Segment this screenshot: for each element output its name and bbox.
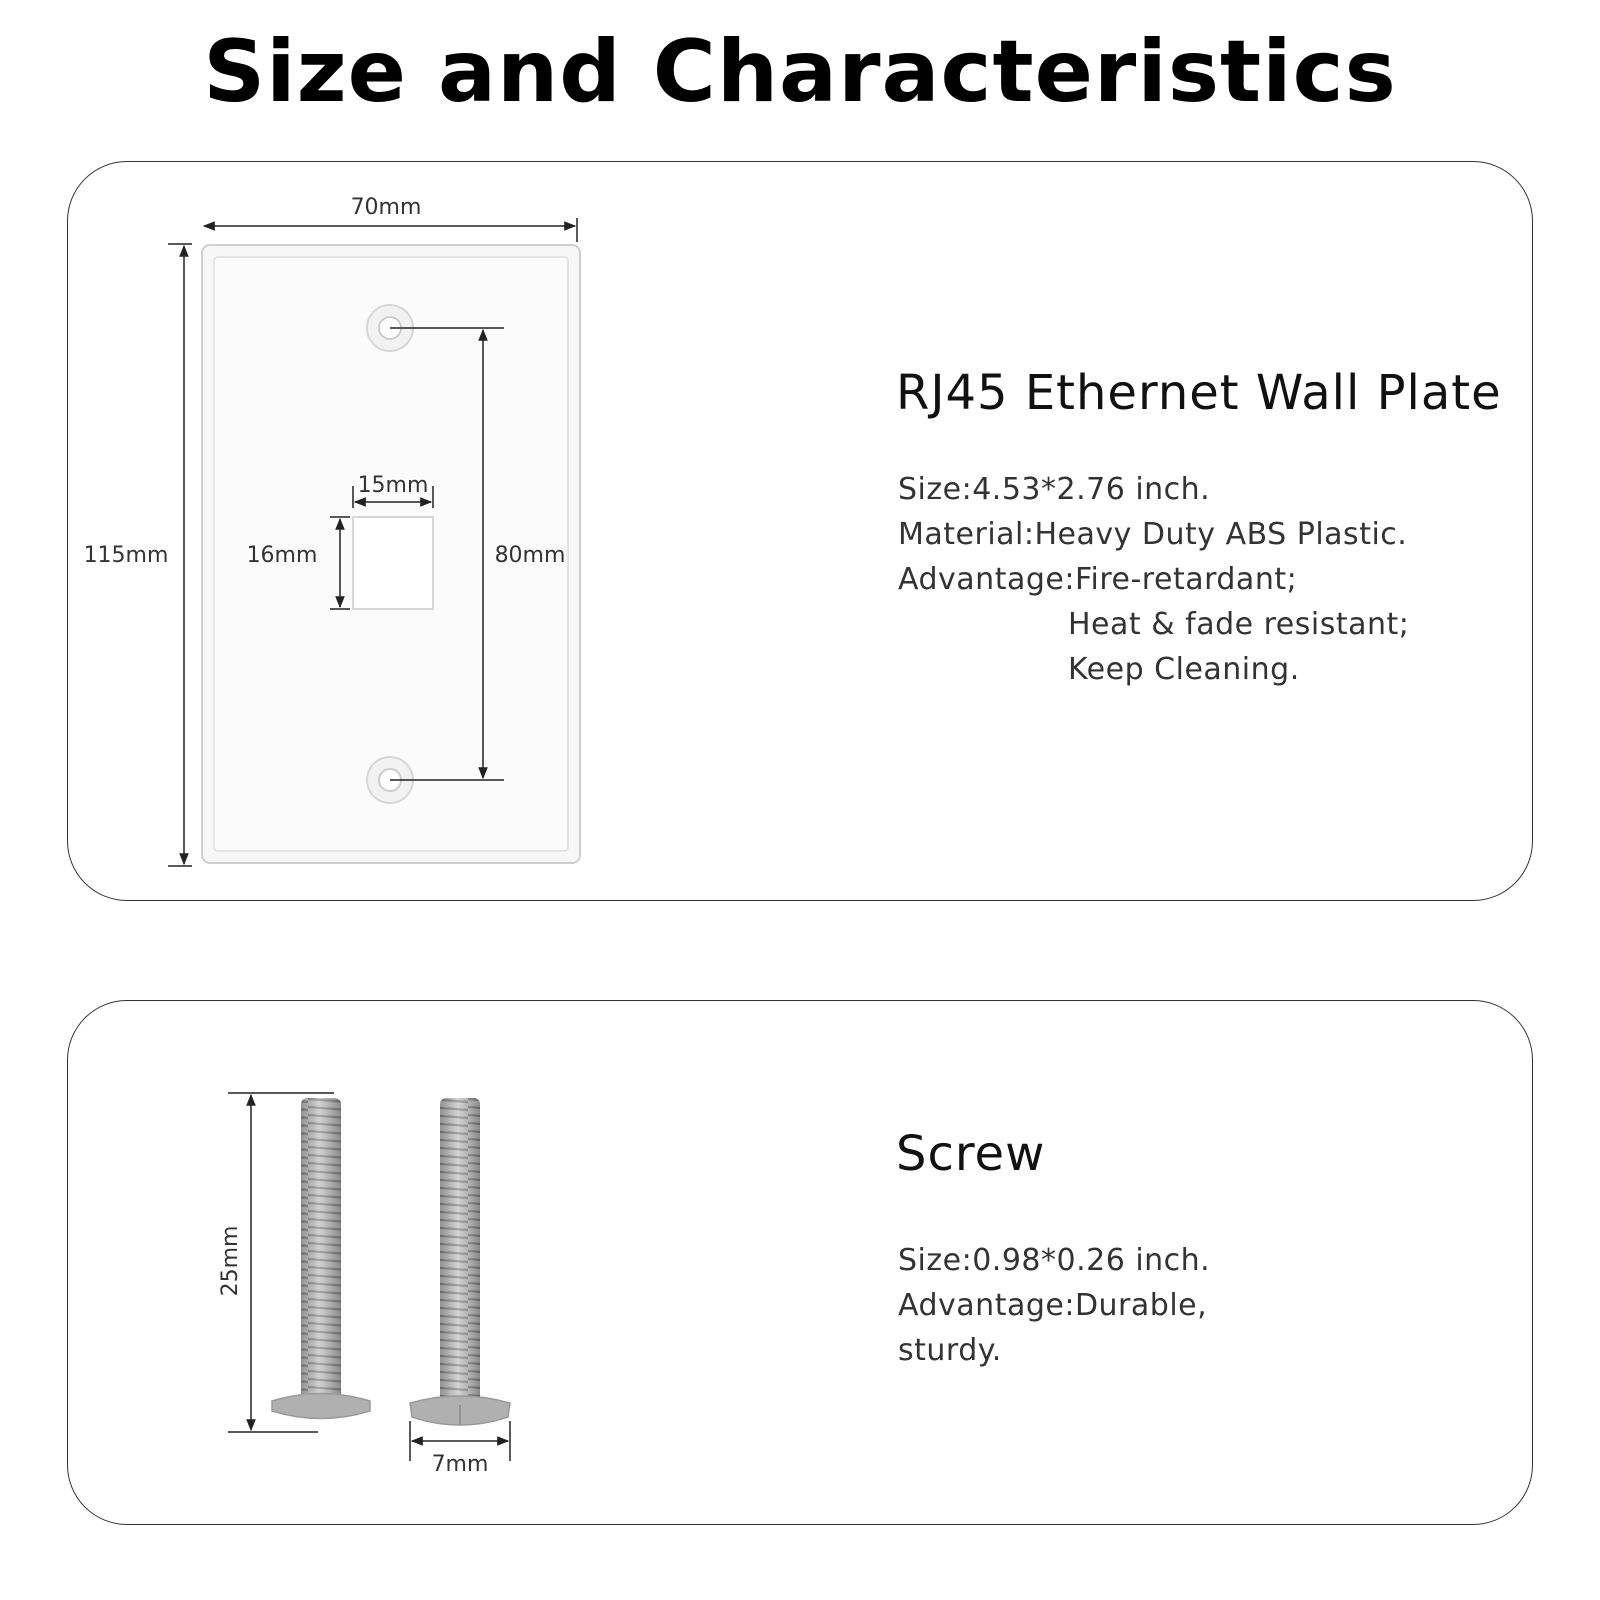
screw-specs	[898, 1238, 1210, 1373]
plate-width-label: 70mm	[350, 195, 422, 220]
plate-advantage-spec-line3: Keep Cleaning.	[1068, 652, 1300, 687]
port-height-label: 16mm	[246, 543, 318, 568]
screw-side-image	[272, 1098, 370, 1419]
port-width-label: 15mm	[357, 473, 429, 498]
screw-width-label: 7mm	[431, 1452, 489, 1477]
plate-advantage-spec: Advantage:Fire-retardant;	[898, 562, 1298, 597]
plate-material-spec: Material:Heavy Duty ABS Plastic.	[898, 517, 1408, 552]
keystone-port	[353, 517, 433, 609]
wall-plate-card	[67, 161, 1533, 901]
page-title: Size and Characteristics	[203, 22, 1397, 122]
screw-heading: Screw	[896, 1126, 1046, 1182]
screw-front-image	[410, 1098, 510, 1425]
hole-spacing-label: 80mm	[494, 543, 566, 568]
screw-diagram	[68, 1001, 1534, 1526]
plate-height-dimension	[168, 244, 192, 866]
screw-advantage-spec: Advantage:Durable,	[898, 1288, 1208, 1323]
plate-height-label: 115mm	[83, 543, 169, 568]
screw-size-spec: Size:0.98*0.26 inch.	[898, 1243, 1211, 1278]
plate-size-spec: Size:4.53*2.76 inch.	[898, 472, 1211, 507]
screw-card	[67, 1000, 1533, 1525]
wall-plate-specs	[898, 467, 1409, 692]
screw-advantage-spec-line2: sturdy.	[898, 1333, 1002, 1368]
plate-advantage-spec-line2: Heat & fade resistant;	[1068, 607, 1410, 642]
wall-plate-heading: RJ45 Ethernet Wall Plate	[896, 365, 1502, 421]
screw-length-label: 25mm	[218, 1225, 243, 1297]
plate-width-dimension	[204, 218, 577, 242]
